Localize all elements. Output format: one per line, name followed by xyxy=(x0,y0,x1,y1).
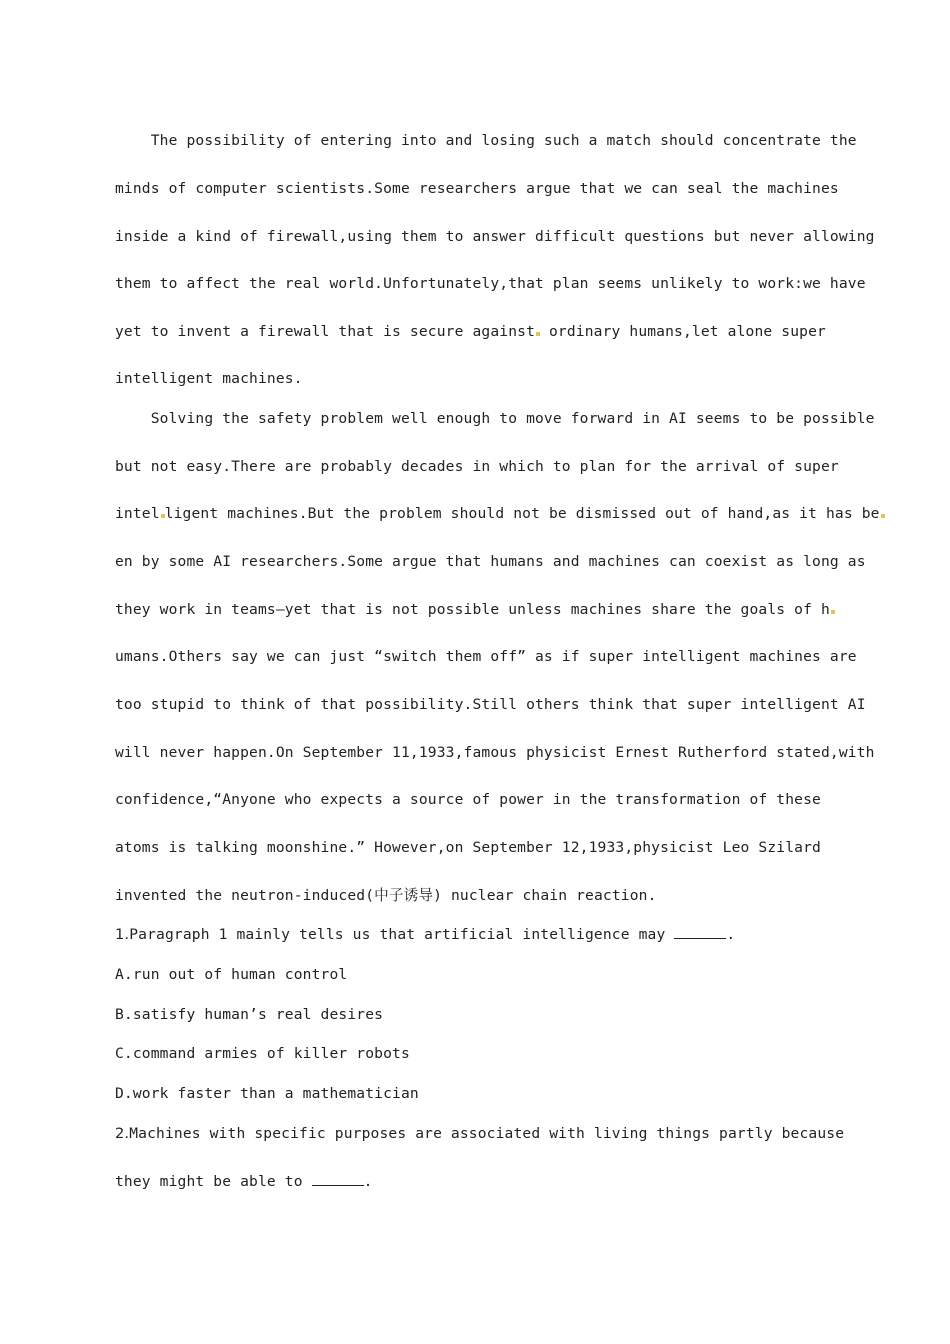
passage-line: en by some AI researchers.Some argue that humans and machines can coexist as long as xyxy=(115,553,866,570)
answer-blank xyxy=(312,1173,364,1186)
passage-line xyxy=(115,600,835,620)
question-number: 1. xyxy=(115,926,130,943)
passage-line: umans.Others say we can just “switch them off” as if super intelligent machines are xyxy=(115,648,857,665)
question-stem: they might be able to xyxy=(115,1173,312,1190)
option-c: C.command armies of killer robots xyxy=(115,1045,410,1062)
passage-line: too stupid to think of that possibility.Still others think that super intelligent AI xyxy=(115,696,866,713)
answer-blank xyxy=(674,926,726,939)
passage-line: them to affect the real world.Unfortunately,that plan seems unlikely to work:we have xyxy=(115,275,866,292)
passage-text: they work in teams—yet that is not possible unless machines share the goals of h xyxy=(115,601,830,618)
passage-line xyxy=(115,504,885,524)
passage-line: confidence,“Anyone who expects a source of power in the transformation of these xyxy=(115,791,821,808)
passage-text: intel xyxy=(115,505,160,522)
passage-line: atoms is talking moonshine.” However,on September 12,1933,physicist Leo Szilard xyxy=(115,839,821,856)
passage-text: ordinary humans,let alone super xyxy=(540,323,826,340)
passage-line: invented the neutron-induced(中子诱导) nuclear chain reaction. xyxy=(115,887,657,904)
passage-line: but not easy.There are probably decades in which to plan for the arrival of super xyxy=(115,458,839,475)
question-2-continued xyxy=(115,1172,373,1192)
passage-text: ligent machines.But the problem should not be dismissed out of hand,as it has be xyxy=(164,505,880,522)
question-2 xyxy=(115,1124,844,1144)
passage-line: Solving the safety problem well enough to move forward in AI seems to be possible xyxy=(115,410,875,427)
question-stem-end: . xyxy=(726,926,736,943)
option-a: A.run out of human control xyxy=(115,966,348,983)
option-d: D.work faster than a mathematician xyxy=(115,1085,419,1102)
passage-line: minds of computer scientists.Some researchers argue that we can seal the machines xyxy=(115,180,839,197)
passage-line: inside a kind of firewall,using them to answer difficult questions but never allowing xyxy=(115,228,875,245)
question-number: 2. xyxy=(115,1125,130,1142)
passage-line: intelligent machines. xyxy=(115,370,303,387)
question-stem-end: . xyxy=(363,1173,373,1190)
marker-dot xyxy=(881,514,885,518)
passage-line xyxy=(115,322,826,342)
option-b: B.satisfy human’s real desires xyxy=(115,1006,384,1023)
passage-line: will never happen.On September 11,1933,famous physicist Ernest Rutherford stated,with xyxy=(115,744,875,761)
question-stem: Paragraph 1 mainly tells us that artificial intelligence may xyxy=(129,926,675,943)
question-1 xyxy=(115,925,735,945)
question-stem: Machines with specific purposes are associated with living things partly because xyxy=(129,1125,845,1142)
passage-text: yet to invent a firewall that is secure against xyxy=(115,323,536,340)
passage-line: The possibility of entering into and losing such a match should concentrate the xyxy=(115,132,857,149)
marker-dot xyxy=(831,610,835,614)
